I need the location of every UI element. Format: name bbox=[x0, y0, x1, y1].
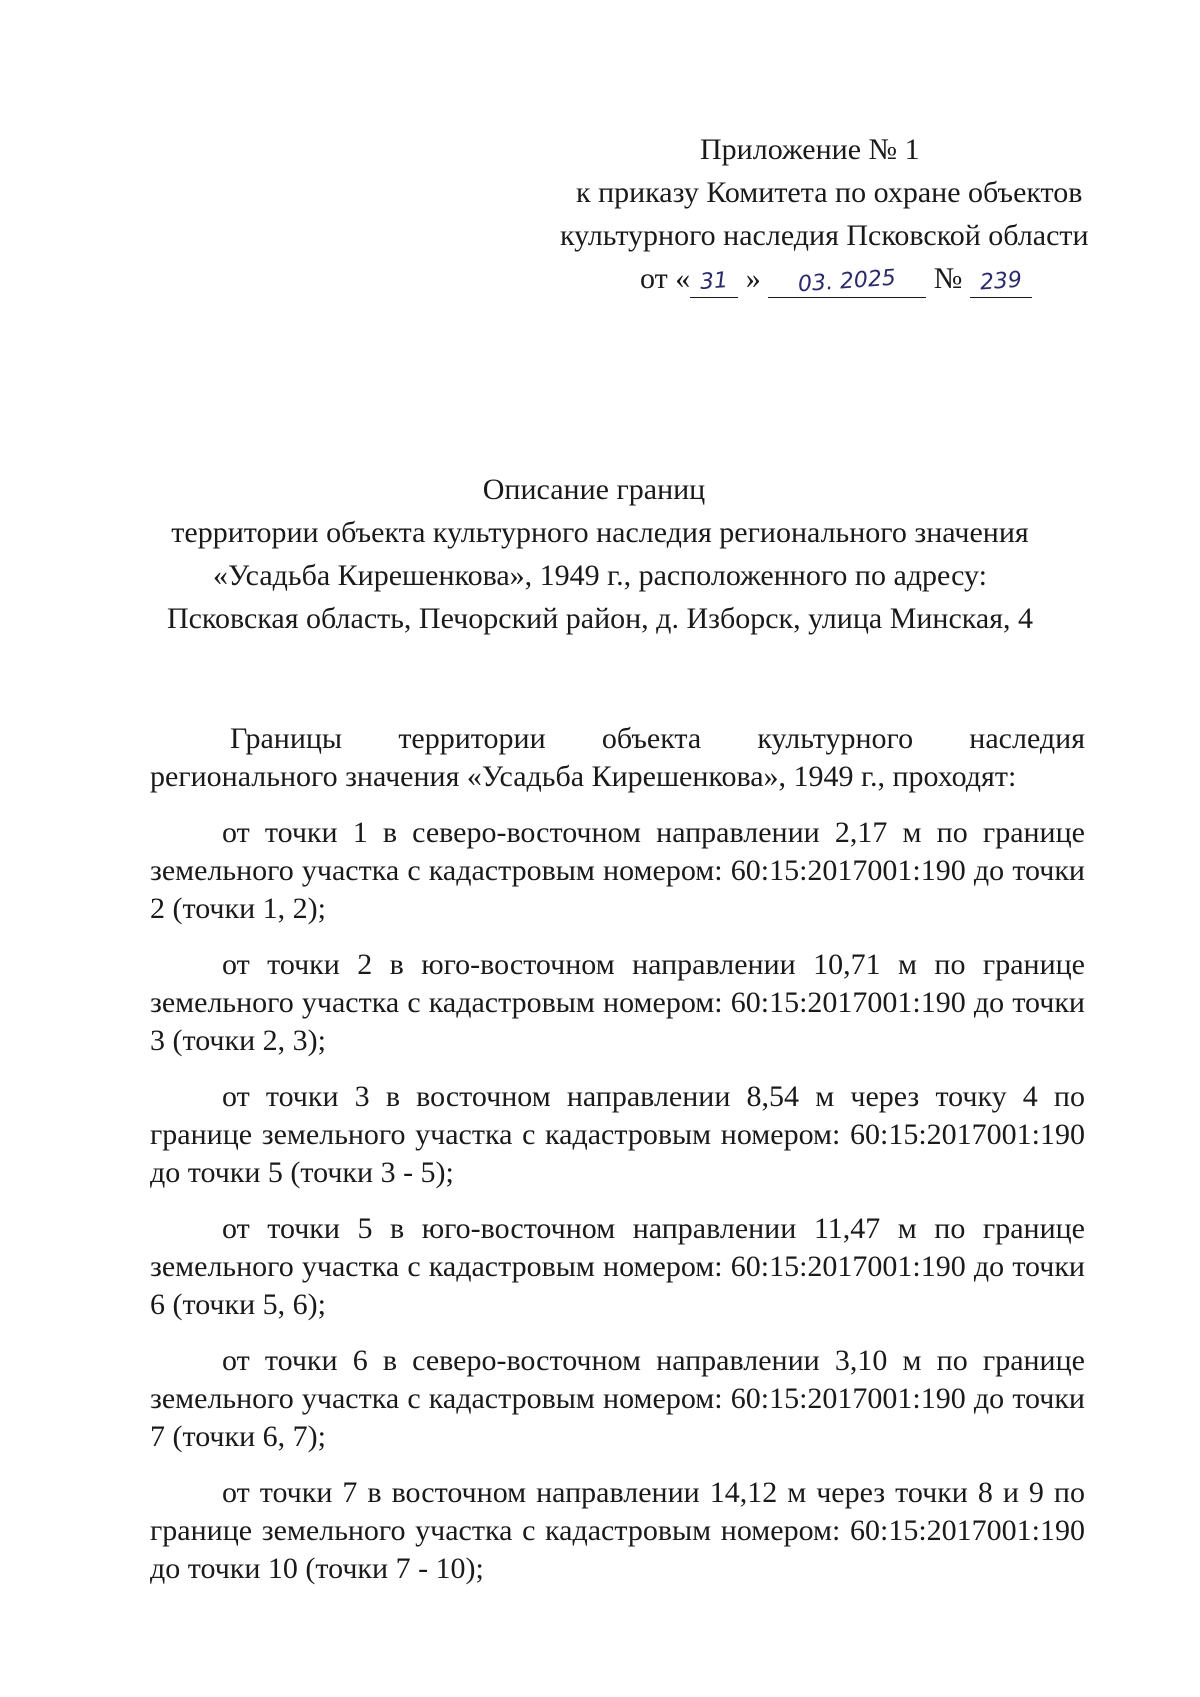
boundary-segment-paragraph: от точки 5 в юго-восточном направлении 11,47 м по границе земельного участка с кадастровым номером: 60:15:2017001:190 до точки 6 (точки 5, 6); bbox=[150, 1212, 1085, 1321]
appendix-committee: культурного наследия Псковской области bbox=[560, 219, 1089, 252]
intro-paragraph: Границы территории объекта культурного наследия регионального значения «Усадьба Кирешенкова», 1949 г., проходят: bbox=[150, 722, 1085, 793]
boundary-segment-paragraph: от точки 7 в восточном направлении 14,12 м через точки 8 и 9 по границе земельного участка с кадастровым номером: 60:15:2017001:190 до точки 10 (точки 7 - 10); bbox=[150, 1476, 1085, 1585]
date-day-field bbox=[690, 264, 738, 298]
appendix-title: Приложение № 1 bbox=[700, 133, 920, 166]
document-body bbox=[150, 720, 1085, 1606]
title-line-4: Псковская область, Печорский район, д. Изборск, улица Минская, 4 bbox=[166, 602, 1034, 635]
title-line-1: Описание границ bbox=[482, 473, 706, 506]
handwritten-number: 239 bbox=[978, 267, 1023, 296]
document-title bbox=[0, 468, 1200, 640]
title-line-3: «Усадьба Кирешенкова», 1949 г., расположенного по адресу: bbox=[213, 559, 987, 592]
date-prefix: от « bbox=[640, 262, 691, 295]
date-close-quote: » bbox=[745, 262, 761, 295]
boundary-segment-paragraph: от точки 2 в юго-восточном направлении 10,71 м по границе земельного участка с кадастровым номером: 60:15:2017001:190 до точки 3 (точки 2, 3); bbox=[150, 948, 1085, 1057]
title-line-2: территории объекта культурного наследия регионального значения bbox=[171, 516, 1029, 549]
boundary-segment-paragraph: от точки 3 в восточном направлении 8,54 м через точку 4 по границе земельного участка с кадастровым номером: 60:15:2017001:190 до точки 5 (точки 3 - 5); bbox=[150, 1080, 1085, 1189]
handwritten-day: 31 bbox=[699, 268, 730, 295]
handwritten-date: 03. 2025 bbox=[797, 265, 897, 298]
order-number-field bbox=[970, 264, 1032, 298]
boundary-segment-paragraph: от точки 1 в северо-восточном направлении 2,17 м по границе земельного участка с кадастровым номером: 60:15:2017001:190 до точки 2 (точки 1, 2); bbox=[150, 816, 1085, 925]
order-number-label: № bbox=[933, 262, 963, 295]
date-month-year-field bbox=[768, 264, 926, 298]
boundary-segment-paragraph: от точки 6 в северо-восточном направлении 3,10 м по границе земельного участка с кадастровым номером: 60:15:2017001:190 до точки 7 (точки 6, 7); bbox=[150, 1344, 1085, 1453]
appendix-date-line bbox=[560, 257, 1120, 300]
appendix-order-ref: к приказу Комитета по охране объектов bbox=[576, 176, 1083, 209]
appendix-header bbox=[560, 128, 1120, 300]
